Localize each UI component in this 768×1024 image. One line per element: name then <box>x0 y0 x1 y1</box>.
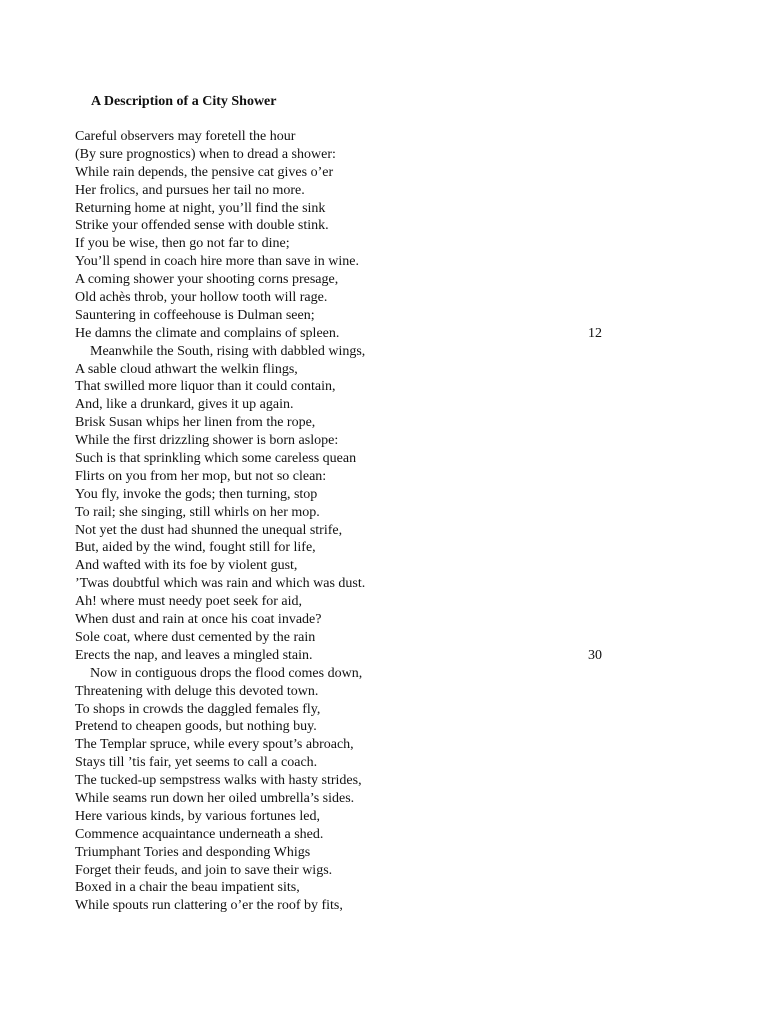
poem-line <box>75 826 635 844</box>
line-number: 12 <box>588 325 602 341</box>
poem-line <box>75 361 635 379</box>
poem-line-text: While seams run down her oiled umbrella’s sides. <box>75 790 355 806</box>
poem-line <box>75 808 635 826</box>
poem-line-text: Erects the nap, and leaves a mingled stain. <box>75 647 313 663</box>
poem-line-text: But, aided by the wind, fought still for life, <box>75 540 316 556</box>
poem-line <box>75 539 635 557</box>
poem-line <box>75 164 635 182</box>
poem-line-text: To shops in crowds the daggled females fly, <box>75 701 321 717</box>
poem-line-text: Ah! where must needy poet seek for aid, <box>75 594 303 610</box>
poem-line <box>75 575 635 593</box>
poem-line-text: He damns the climate and complains of spleen. <box>75 325 340 341</box>
poem-line <box>75 754 635 772</box>
poem-line <box>75 217 635 235</box>
poem-line <box>75 844 635 862</box>
poem-line <box>75 307 635 325</box>
poem-line-text: And wafted with its foe by violent gust, <box>75 558 298 574</box>
poem-title: A Description of a City Shower <box>91 94 277 109</box>
poem-line-text: While spouts run clattering o’er the roof by fits, <box>75 898 343 914</box>
poem-line <box>75 683 635 701</box>
poem-line-text: Sauntering in coffeehouse is Dulman seen; <box>75 307 315 323</box>
poem-body <box>75 128 635 915</box>
poem-line-text: When dust and rain at once his coat invade? <box>75 612 322 628</box>
poem-line-text: That swilled more liquor than it could contain, <box>75 379 336 395</box>
poem-line-text: You’ll spend in coach hire more than save in wine. <box>75 254 359 270</box>
poem-line-text: ’Twas doubtful which was rain and which was dust. <box>75 576 366 592</box>
poem-line-text: The tucked-up sempstress walks with hasty strides, <box>75 773 362 789</box>
poem-line <box>75 486 635 504</box>
poem-line-text: While the first drizzling shower is born aslope: <box>75 433 339 449</box>
poem-line-text: Forget their feuds, and join to save their wigs. <box>75 862 333 878</box>
poem-line-text: Commence acquaintance underneath a shed. <box>75 826 324 842</box>
poem-line-text: Brisk Susan whips her linen from the rope, <box>75 415 316 431</box>
poem-line-text: Now in contiguous drops the flood comes down, <box>90 665 363 681</box>
poem-line <box>75 325 635 343</box>
poem-line-text: You fly, invoke the gods; then turning, stop <box>75 486 318 502</box>
poem-line <box>75 593 635 611</box>
poem-line <box>75 146 635 164</box>
poem-line <box>75 736 635 754</box>
poem-line <box>75 647 635 665</box>
poem-line-text: While rain depends, the pensive cat gives o’er <box>75 164 334 180</box>
poem-line-text: A sable cloud athwart the welkin flings, <box>75 361 298 377</box>
poem-line-text: Old achès throb, your hollow tooth will rage. <box>75 290 328 306</box>
poem-line <box>75 414 635 432</box>
poem-line <box>75 611 635 629</box>
poem-line <box>75 629 635 647</box>
poem-line <box>75 718 635 736</box>
poem-line <box>75 378 635 396</box>
poem-line <box>75 862 635 880</box>
poem-line <box>75 235 635 253</box>
poem-line-text: Here various kinds, by various fortunes led, <box>75 808 320 824</box>
poem-line <box>75 701 635 719</box>
poem-line <box>75 432 635 450</box>
poem-line <box>75 450 635 468</box>
poem-line-text: Returning home at night, you’ll find the sink <box>75 200 326 216</box>
poem-line <box>75 897 635 915</box>
poem-line-text: To rail; she singing, still whirls on her mop. <box>75 504 320 520</box>
poem-line <box>75 396 635 414</box>
poem-line-text: Strike your offended sense with double stink. <box>75 218 329 234</box>
poem-line <box>75 468 635 486</box>
poem-line <box>75 772 635 790</box>
poem-line <box>75 522 635 540</box>
poem-line <box>75 182 635 200</box>
poem-line-text: Not yet the dust had shunned the unequal strife, <box>75 522 343 538</box>
poem-line-text: Stays till ’tis fair, yet seems to call a coach. <box>75 755 318 771</box>
poem-line-text: Triumphant Tories and desponding Whigs <box>75 844 311 860</box>
poem-line-text: Her frolics, and pursues her tail no more. <box>75 182 305 198</box>
poem-line-text: A coming shower your shooting corns presage, <box>75 272 339 288</box>
poem-line-text: Threatening with deluge this devoted town. <box>75 683 319 699</box>
poem-line-text: Boxed in a chair the beau impatient sits, <box>75 880 300 896</box>
poem-line-text: Pretend to cheapen goods, but nothing buy. <box>75 719 317 735</box>
poem-line-text: Such is that sprinkling which some careless quean <box>75 451 357 467</box>
poem-line-text: And, like a drunkard, gives it up again. <box>75 397 294 413</box>
poem-line-text: If you be wise, then go not far to dine; <box>75 236 290 252</box>
poem-line-text: The Templar spruce, while every spout’s abroach, <box>75 737 354 753</box>
poem-line-text: Meanwhile the South, rising with dabbled wings, <box>90 343 366 359</box>
line-number: 30 <box>588 647 602 663</box>
poem-line-text: Flirts on you from her mop, but not so clean: <box>75 468 327 484</box>
poem-line <box>75 665 635 683</box>
poem-line-text: (By sure prognostics) when to dread a shower: <box>75 146 336 162</box>
poem-line <box>75 289 635 307</box>
poem-line <box>75 557 635 575</box>
poem-line <box>75 128 635 146</box>
poem-line-text: Careful observers may foretell the hour <box>75 129 296 144</box>
poem-line <box>75 879 635 897</box>
poem-line-text: Sole coat, where dust cemented by the rain <box>75 629 316 645</box>
poem-line <box>75 253 635 271</box>
poem-line <box>75 343 635 361</box>
poem-line <box>75 271 635 289</box>
poem-line <box>75 790 635 808</box>
poem-line <box>75 504 635 522</box>
poem-line <box>75 200 635 218</box>
